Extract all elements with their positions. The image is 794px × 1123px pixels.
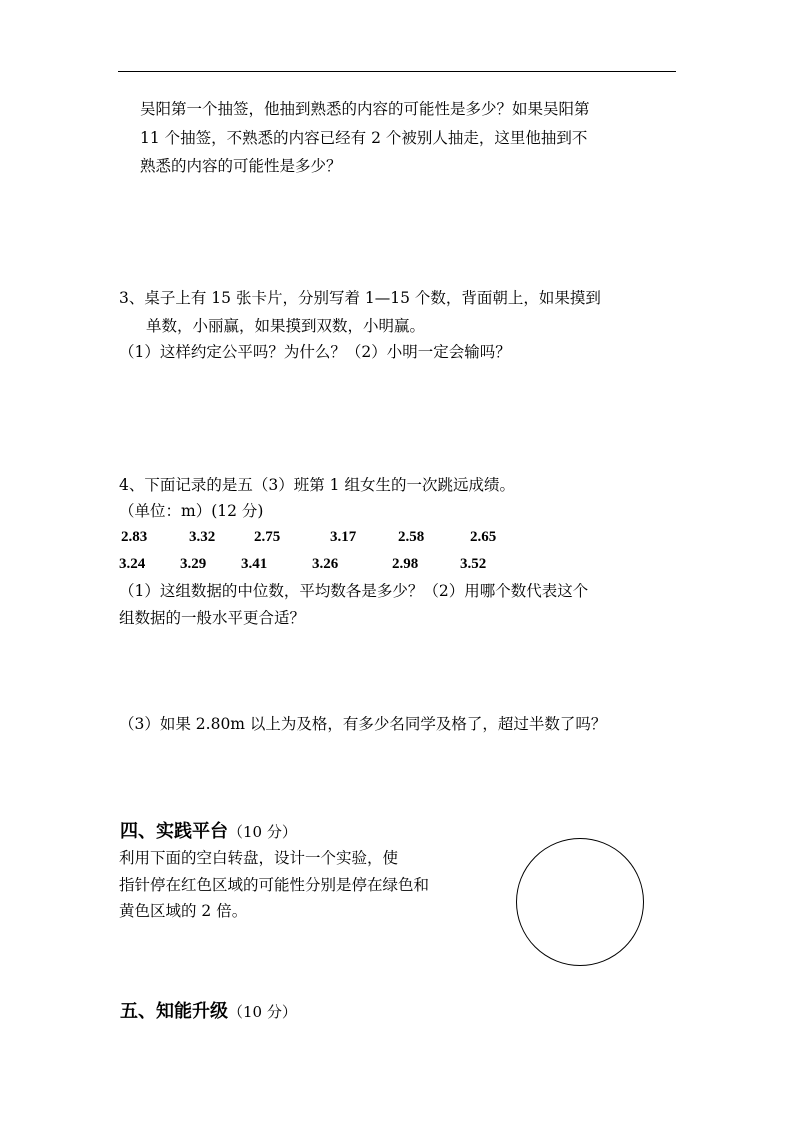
data-value: 3.26 (312, 556, 339, 572)
section4-text-line2: 指针停在红色区域的可能性分别是停在绿色和 (119, 876, 430, 894)
q3-text-line2: 单数，小丽赢，如果摸到双数，小明赢。 (146, 317, 426, 335)
data-value: 3.17 (330, 529, 357, 545)
q4-sub1-line2: 组数据的一般水平更合适？ (119, 609, 306, 627)
q4-sub3: （3）如果 2.80m 以上为及格，有多少名同学及格了，超过半数了吗？ (119, 715, 607, 733)
section5-heading (120, 997, 297, 1023)
data-value: 3.41 (241, 556, 268, 572)
data-value: 3.52 (460, 556, 487, 572)
header-rule (118, 71, 676, 72)
section4-score: （10 分） (228, 823, 297, 841)
section4-heading (120, 817, 297, 843)
data-value: 3.32 (189, 529, 216, 545)
q3-subquestions: （1）这样约定公平吗？为什么？（2）小明一定会输吗？ (119, 343, 511, 361)
section5-score: （10 分） (228, 1003, 297, 1021)
q4-text-line1: 4、下面记录的是五（3）班第 1 组女生的一次跳远成绩。 (119, 476, 515, 494)
section4-title: 四、实践平台 (120, 821, 228, 842)
data-value: 3.24 (119, 556, 146, 572)
section4-text-line1: 利用下面的空白转盘，设计一个实验，使 (119, 849, 399, 867)
q2-text-line2: 11 个抽签，不熟悉的内容已经有 2 个被别人抽走，这里他抽到不 (140, 129, 588, 147)
q3-text-line1: 3、桌子上有 15 张卡片，分别写着 1—15 个数，背面朝上，如果摸到 (119, 289, 601, 307)
data-value: 2.83 (121, 529, 148, 545)
data-value: 2.65 (470, 529, 497, 545)
section4-text-line3: 黄色区域的 2 倍。 (119, 902, 248, 920)
blank-spinner-circle (516, 838, 644, 966)
section5-title: 五、知能升级 (120, 1001, 228, 1022)
data-value: 2.58 (398, 529, 425, 545)
q2-text-line1: 吴阳第一个抽签，他抽到熟悉的内容的可能性是多少？如果吴阳第 (140, 100, 590, 118)
q4-unit-score: （单位：m）(12 分) (119, 502, 264, 520)
data-value: 2.98 (392, 556, 419, 572)
q4-sub1-line1: （1）这组数据的中位数，平均数各是多少？（2）用哪个数代表这个 (119, 582, 589, 600)
q2-text-line3: 熟悉的内容的可能性是多少？ (140, 157, 342, 175)
data-value: 2.75 (254, 529, 281, 545)
data-value: 3.29 (180, 556, 207, 572)
